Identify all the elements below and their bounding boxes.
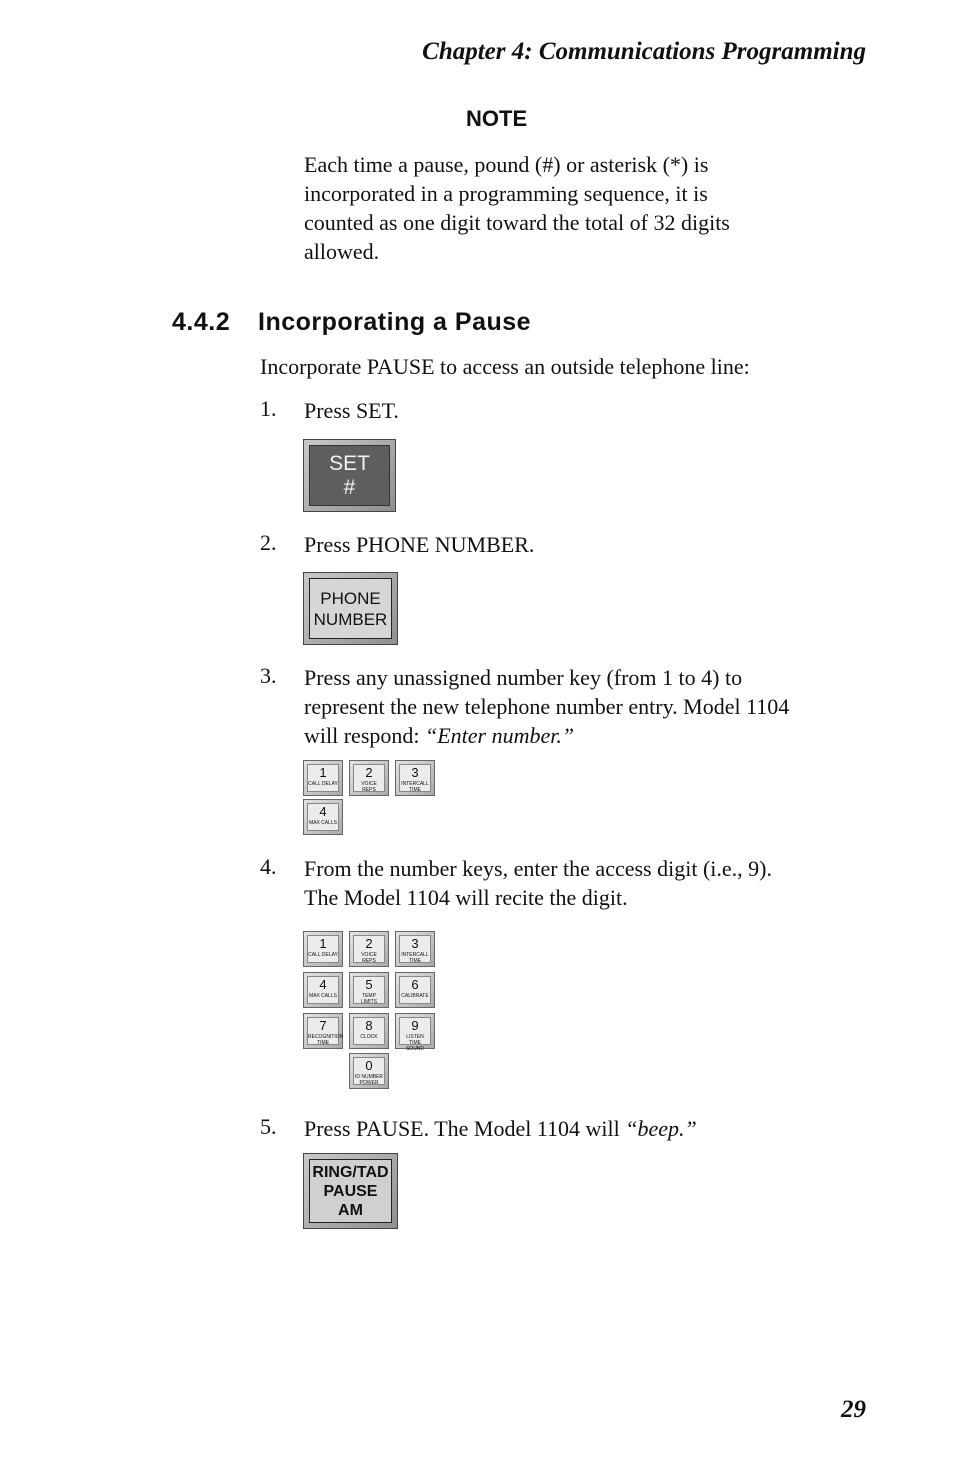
- numpad-key-2: [349, 931, 389, 967]
- key-digit: 5: [365, 977, 373, 992]
- note-line: allowed.: [304, 239, 380, 264]
- key-sub-label: CALL DELAY: [308, 781, 338, 787]
- note-line: Each time a pause, pound (#) or asterisk (*) is: [304, 152, 709, 177]
- step-line-prefix: Press PAUSE. The Model 1104 will: [304, 1116, 626, 1141]
- step-text: [304, 396, 399, 425]
- numpad-key-1: [303, 760, 343, 796]
- key-label: AM: [338, 1201, 363, 1219]
- key-digit: 9: [411, 1018, 419, 1033]
- key-sub-label: CALIBRATE: [401, 993, 429, 999]
- key-sub-label: MAX CALLS: [308, 993, 338, 999]
- step-text: [304, 663, 789, 750]
- numpad-key-8: [349, 1013, 389, 1049]
- step-line-prefix: will respond:: [304, 723, 425, 748]
- numpad-key-9: [395, 1013, 435, 1052]
- quoted-response: “beep.”: [625, 1116, 697, 1141]
- step-text: [304, 1114, 697, 1143]
- phone-number-key-image: [303, 572, 398, 645]
- section-title: Incorporating a Pause: [258, 308, 532, 336]
- step-line: Press SET.: [304, 398, 399, 423]
- note-line: incorporated in a programming sequence, it is: [304, 181, 708, 206]
- numpad-key-3: [395, 760, 435, 796]
- quoted-response: “Enter number.”: [425, 723, 575, 748]
- key-digit: 0: [365, 1058, 373, 1073]
- step-number: 2.: [260, 530, 277, 555]
- key-digit: 3: [411, 936, 419, 951]
- key-sub-label: ID NUMBER POWER: [354, 1074, 384, 1086]
- key-digit: 2: [365, 936, 373, 951]
- step-line: The Model 1104 will recite the digit.: [304, 885, 628, 910]
- step-text: [304, 530, 534, 559]
- step-number: 4.: [260, 854, 277, 879]
- key-digit: 1: [319, 936, 327, 951]
- key-digit: 3: [411, 765, 419, 780]
- section-heading: [172, 308, 531, 337]
- step-line: Press any unassigned number key (from 1 to 4) to: [304, 665, 743, 690]
- key-sub-label: LISTEN TIME SOUND: [405, 1034, 425, 1052]
- note-body: [304, 150, 804, 266]
- key-sub-label: VOICE REPS: [361, 952, 377, 964]
- numpad-key-3: [395, 931, 435, 967]
- numpad-full-image: [303, 931, 437, 1089]
- key-digit: 8: [365, 1018, 373, 1033]
- key-sub-label: VOICE REPS: [361, 781, 377, 793]
- key-sub-label: INTERCALL TIME: [401, 781, 429, 793]
- section-number: 4.4.2: [172, 308, 231, 336]
- numpad-key-6: [395, 972, 435, 1008]
- key-digit: 1: [319, 765, 327, 780]
- note-title: NOTE: [466, 106, 528, 131]
- step-text: [304, 854, 772, 912]
- key-label: SET: [329, 451, 370, 475]
- key-sub-label: CALL DELAY: [308, 952, 338, 958]
- key-label: #: [343, 475, 356, 499]
- step-number: 5.: [260, 1114, 277, 1139]
- numpad-key-0: [349, 1053, 389, 1089]
- pause-key-image: [303, 1153, 398, 1229]
- key-digit: 4: [319, 804, 327, 819]
- numpad-key-7: [303, 1013, 343, 1049]
- key-sub-label: MAX CALLS: [308, 820, 338, 826]
- key-sub-label: INTERCALL TIME: [401, 952, 429, 964]
- key-sub-label: RECOGNITION TIME: [308, 1034, 344, 1046]
- numpad-key-2: [349, 760, 389, 796]
- key-digit: 7: [319, 1018, 327, 1033]
- numpad-key-1: [303, 931, 343, 967]
- numpad-1-4-image: [303, 760, 437, 836]
- step-line: Press PHONE NUMBER.: [304, 532, 535, 557]
- key-label: PHONE: [320, 588, 381, 608]
- step-line: From the number keys, enter the access digit (i.e., 9).: [304, 856, 772, 881]
- intro-text: Incorporate PAUSE to access an outside telephone line:: [260, 354, 750, 379]
- step-number: 1.: [260, 396, 277, 421]
- key-sub-label: CLOCK: [360, 1034, 378, 1040]
- numpad-key-5: [349, 972, 389, 1008]
- step-line: [304, 1114, 697, 1143]
- key-label: PAUSE: [323, 1182, 378, 1200]
- key-sub-label: TEMP LIMITS: [360, 993, 378, 1005]
- page-number: 29: [841, 1396, 866, 1423]
- numpad-key-4: [303, 972, 343, 1008]
- set-key-image: [303, 439, 396, 512]
- key-digit: 6: [411, 977, 419, 992]
- key-label: NUMBER: [313, 609, 388, 629]
- step-line: represent the new telephone number entry. Model 1104: [304, 694, 790, 719]
- note-line: counted as one digit toward the total of 32 digits: [304, 210, 730, 235]
- chapter-header: Chapter 4: Communications Programming: [422, 38, 866, 65]
- key-digit: 4: [319, 977, 327, 992]
- step-number: 3.: [260, 663, 277, 688]
- numpad-key-4: [303, 799, 343, 835]
- key-digit: 2: [365, 765, 373, 780]
- step-line: [304, 721, 789, 750]
- key-label: RING/TAD: [312, 1163, 389, 1181]
